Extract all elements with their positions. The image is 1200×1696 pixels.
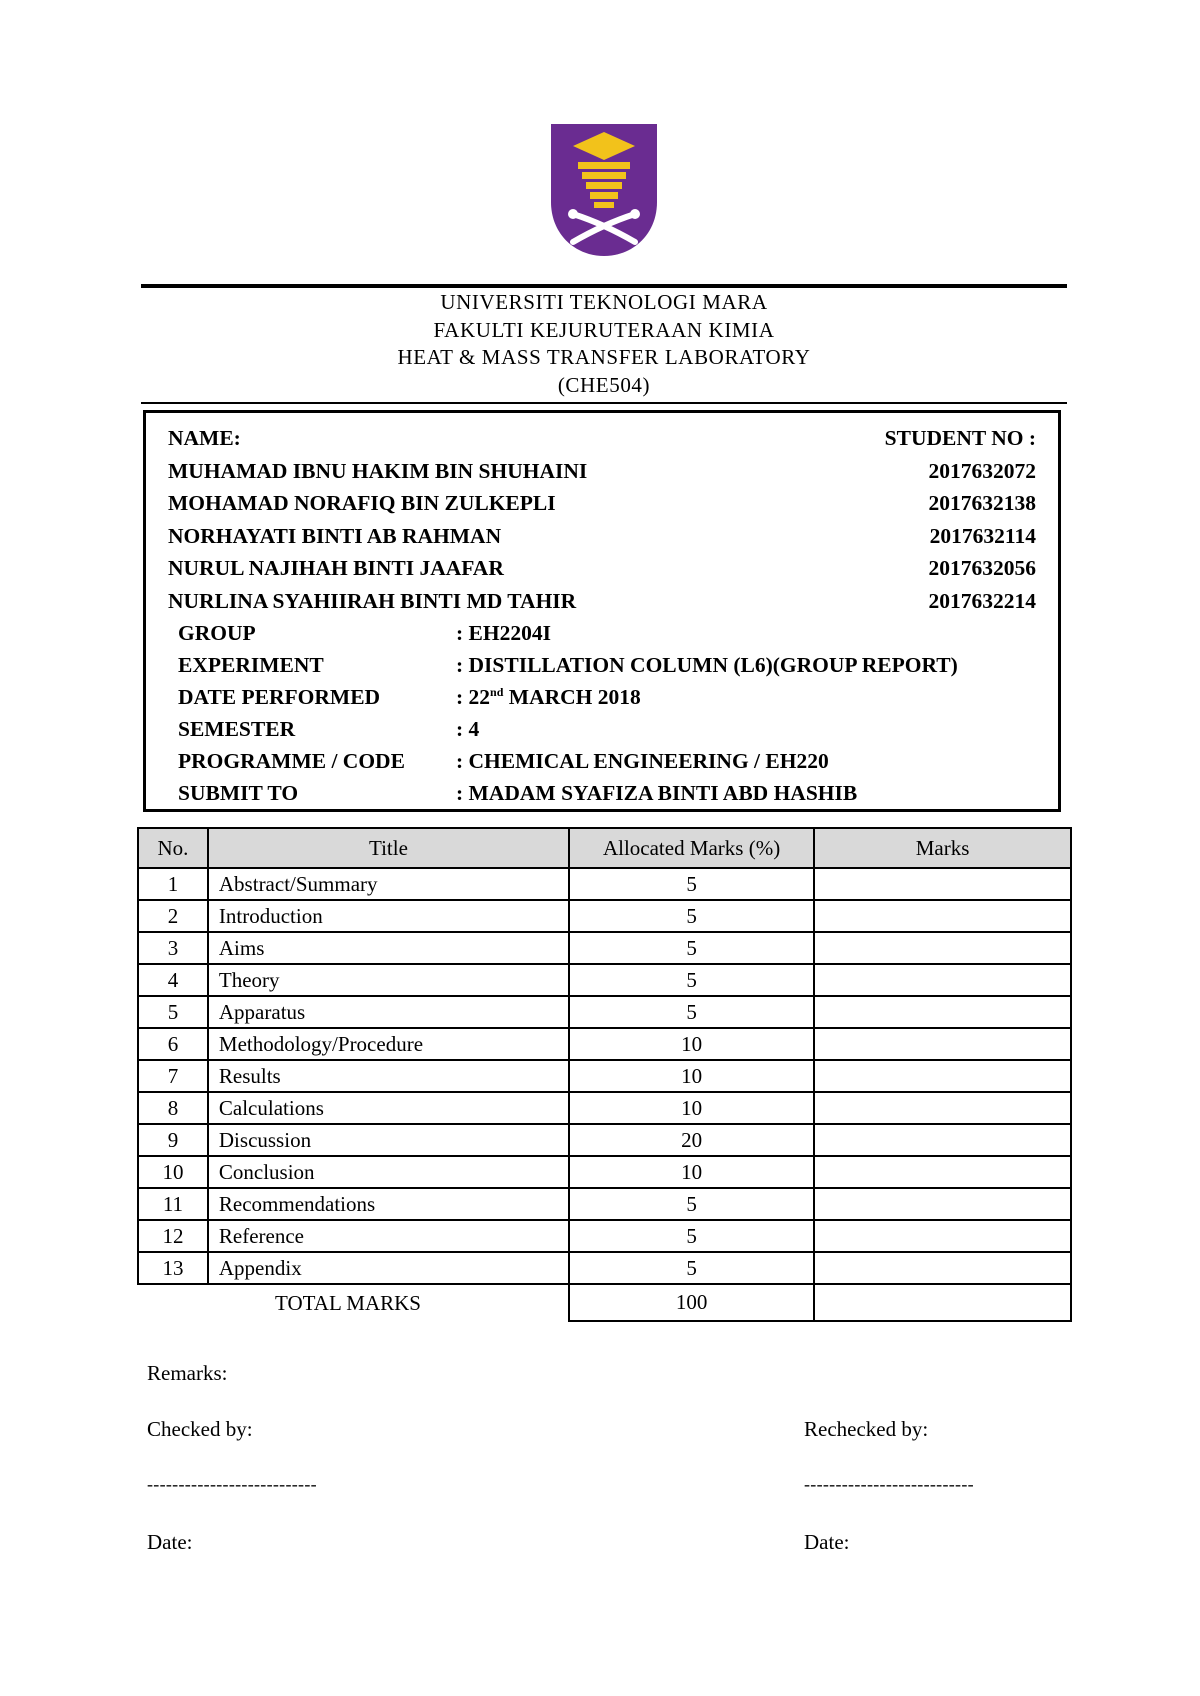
row-title: Discussion (208, 1124, 569, 1156)
row-no: 9 (138, 1124, 208, 1156)
row-no: 12 (138, 1220, 208, 1252)
remarks-label: Remarks: (147, 1361, 228, 1385)
row-title: Results (208, 1060, 569, 1092)
member-name: NURLINA SYAHIIRAH BINTI MD TAHIR (168, 589, 577, 613)
name-label: NAME: (168, 426, 241, 450)
row-title: Methodology/Procedure (208, 1028, 569, 1060)
row-title: Calculations (208, 1092, 569, 1124)
row-marks-cell[interactable] (814, 1124, 1071, 1156)
row-marks-cell[interactable] (814, 1028, 1071, 1060)
member-id: 2017632056 (928, 556, 1036, 580)
rechecked-date-label: Date: (804, 1530, 850, 1554)
header-marks: Marks (814, 828, 1071, 868)
row-title: Apparatus (208, 996, 569, 1028)
field-value: : DISTILLATION COLUMN (L6)(GROUP REPORT) (456, 653, 958, 677)
member-name: NURUL NAJIHAH BINTI JAAFAR (168, 556, 504, 580)
row-alloc: 10 (569, 1156, 814, 1188)
member-name: MUHAMAD IBNU HAKIM BIN SHUHAINI (168, 459, 588, 483)
table-row (138, 1124, 1071, 1156)
rechecked-signature-line: --------------------------- (804, 1474, 974, 1494)
total-value: 100 (569, 1284, 814, 1321)
row-marks-cell[interactable] (814, 1188, 1071, 1220)
row-alloc: 5 (569, 900, 814, 932)
member-name: NORHAYATI BINTI AB RAHMAN (168, 524, 502, 548)
row-title: Theory (208, 964, 569, 996)
checked-date-label: Date: (147, 1530, 193, 1554)
table-row (138, 1060, 1071, 1092)
row-marks-cell[interactable] (814, 1092, 1071, 1124)
member-id: 2017632138 (928, 491, 1036, 515)
field-label: PROGRAMME / CODE (178, 749, 405, 773)
member-id: 2017632214 (928, 589, 1036, 613)
field-label: GROUP (178, 621, 256, 645)
total-label: TOTAL MARKS (275, 1290, 421, 1315)
table-row (138, 1092, 1071, 1124)
total-marks-cell[interactable] (814, 1284, 1071, 1321)
table-header-row (138, 828, 1071, 868)
row-alloc: 5 (569, 868, 814, 900)
field-submit-to (178, 778, 1040, 808)
field-label: EXPERIMENT (178, 653, 324, 677)
row-no: 10 (138, 1156, 208, 1188)
row-marks-cell[interactable] (814, 900, 1071, 932)
row-marks-cell[interactable] (814, 932, 1071, 964)
report-header (141, 289, 1067, 399)
row-title: Reference (208, 1220, 569, 1252)
field-semester (178, 714, 1040, 744)
field-value: : 22nd MARCH 2018 (456, 685, 641, 709)
table-row (138, 1188, 1071, 1220)
row-title: Recommendations (208, 1188, 569, 1220)
table-row (138, 932, 1071, 964)
header-title: Title (208, 828, 569, 868)
row-no: 6 (138, 1028, 208, 1060)
row-marks-cell[interactable] (814, 868, 1071, 900)
row-no: 4 (138, 964, 208, 996)
field-group (178, 618, 1040, 648)
member-row (168, 456, 1036, 486)
field-programme (178, 746, 1040, 776)
field-date-performed (178, 682, 1040, 712)
header-bottom-rule (141, 402, 1067, 404)
marks-table (137, 827, 1072, 1322)
row-no: 7 (138, 1060, 208, 1092)
row-alloc: 5 (569, 1188, 814, 1220)
checked-signature-line: --------------------------- (147, 1474, 317, 1494)
row-marks-cell[interactable] (814, 964, 1071, 996)
field-experiment (178, 650, 1040, 680)
row-no: 3 (138, 932, 208, 964)
row-marks-cell[interactable] (814, 1220, 1071, 1252)
student-info-box (143, 410, 1061, 812)
row-alloc: 5 (569, 932, 814, 964)
row-no: 11 (138, 1188, 208, 1220)
row-alloc: 10 (569, 1092, 814, 1124)
faculty-name: FAKULTI KEJURUTERAAN KIMIA (433, 317, 775, 342)
row-title: Conclusion (208, 1156, 569, 1188)
field-value: : MADAM SYAFIZA BINTI ABD HASHIB (456, 781, 858, 805)
row-alloc: 10 (569, 1060, 814, 1092)
row-marks-cell[interactable] (814, 996, 1071, 1028)
row-no: 1 (138, 868, 208, 900)
table-row (138, 900, 1071, 932)
row-title: Aims (208, 932, 569, 964)
row-title: Appendix (208, 1252, 569, 1284)
field-value: : 4 (456, 717, 480, 741)
course-code: (CHE504) (557, 372, 651, 397)
field-value: : EH2204I (456, 621, 551, 645)
university-name: UNIVERSITI TEKNOLOGI MARA (440, 290, 768, 314)
member-name: MOHAMAD NORAFIQ BIN ZULKEPLI (168, 491, 556, 515)
header-top-rule (141, 284, 1067, 288)
row-alloc: 5 (569, 1252, 814, 1284)
table-row (138, 964, 1071, 996)
header-allocated: Allocated Marks (%) (569, 828, 814, 868)
table-row (138, 1028, 1071, 1060)
row-alloc: 5 (569, 996, 814, 1028)
field-label: SUBMIT TO (178, 781, 299, 805)
member-row (168, 553, 1036, 583)
table-row (138, 1156, 1071, 1188)
member-id: 2017632072 (928, 459, 1036, 483)
row-no: 2 (138, 900, 208, 932)
table-row (138, 1252, 1071, 1284)
row-no: 8 (138, 1092, 208, 1124)
row-title: Introduction (208, 900, 569, 932)
university-logo (551, 124, 657, 256)
table-row (138, 996, 1071, 1028)
row-no: 13 (138, 1252, 208, 1284)
table-row (138, 1220, 1071, 1252)
row-alloc: 20 (569, 1124, 814, 1156)
row-title: Abstract/Summary (208, 868, 569, 900)
row-alloc: 5 (569, 1220, 814, 1252)
field-label: DATE PERFORMED (178, 685, 381, 709)
checked-by-label: Checked by: (147, 1417, 253, 1441)
row-marks-cell[interactable] (814, 1060, 1071, 1092)
table-row (138, 868, 1071, 900)
info-header-row (168, 423, 1036, 453)
row-alloc: 5 (569, 964, 814, 996)
rechecked-by-label: Rechecked by: (804, 1417, 929, 1441)
row-marks-cell[interactable] (814, 1252, 1071, 1284)
member-row (168, 521, 1036, 551)
member-row (168, 586, 1036, 616)
total-row (138, 1284, 1071, 1321)
date-ordinal-suffix: nd (490, 685, 504, 699)
member-id: 2017632114 (929, 524, 1036, 548)
row-alloc: 10 (569, 1028, 814, 1060)
field-value: : CHEMICAL ENGINEERING / EH220 (456, 749, 829, 773)
student-no-label: STUDENT NO : (884, 426, 1036, 450)
member-row (168, 488, 1036, 518)
row-no: 5 (138, 996, 208, 1028)
header-no: No. (138, 828, 208, 868)
lab-name: HEAT & MASS TRANSFER LABORATORY (397, 345, 811, 369)
row-marks-cell[interactable] (814, 1156, 1071, 1188)
field-label: SEMESTER (178, 717, 296, 741)
